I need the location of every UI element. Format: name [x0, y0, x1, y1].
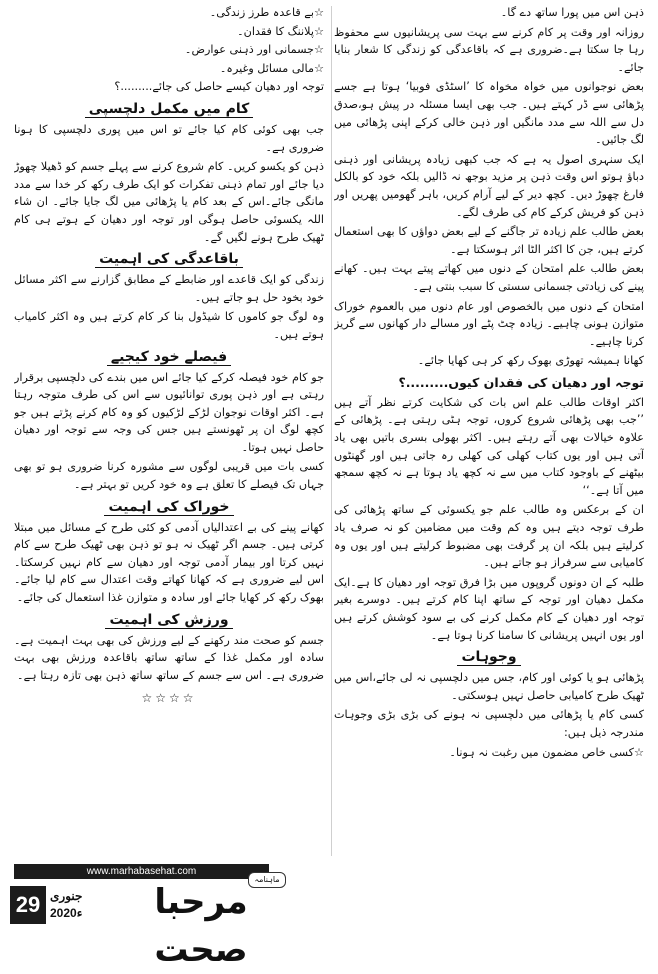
section-heading-reasons: وجوہات: [334, 647, 644, 667]
paragraph: جو کام خود فیصلہ کرکے کیا جائے اس میں بندے کی دلچسپی برقرار رہتی ہے اور ذہن پوری توانائیوں سے اس کی طرف متوجہ رہتا ہے۔ اکثر اوقات نوجوان لڑکے لڑکیوں کو وہ کام کرنے پڑتے ہیں جو کچھ لوگ ان پر ٹھونستے ہیں جس کی وجہ سے توجہ اور دھیان حاصل نہیں ہوتا۔: [14, 370, 324, 454]
paragraph: اکثر اوقات طالب علم اس بات کی شکایت کرتے نظر آتے ہیں ’’جب بھی پڑھائی شروع کروں، توجہ ہٹی رہتی ہے۔ پڑھائی کے علاوہ خیالات بھی آتے رہتے ہیں۔ اکثر بھولی بسری باتیں بھی یاد آتی ہیں اور یوں کتاب کھلی کی کھلی رہ جاتی ہیں اور گھنٹوں بیٹھنے کے باوجود کتاب میں سے نہ کچھ یاد ہوتا ہے نہ کچھ سمجھ میں آتا ہے۔‘‘: [334, 395, 644, 497]
section-heading-decide: فیصلے خود کیجیے: [14, 347, 324, 367]
bullet-item: ☆پلاننگ کا فقدان۔: [237, 24, 324, 38]
bullet-item: ☆مالی مسائل وغیرہ۔: [219, 61, 324, 75]
paragraph: کھانا ہمیشہ تھوڑی بھوک رکھ کر ہی کھایا جائے۔: [417, 354, 644, 368]
paragraph: جسم کو صحت مند رکھنے کے لیے ورزش کی بھی بہت اہمیت ہے۔ سادہ اور مکمل غذا کے ساتھ ساتھ باقاعدہ ورزش بھی بہت ضروری ہے۔ اس سے جسم کے ساتھ ساتھ ذہن بھی تازہ رہتا ہے۔: [14, 633, 324, 682]
section-heading-food: خوراک کی اہمیت: [14, 497, 324, 517]
paragraph: وہ لوگ جو کاموں کا شیڈول بنا کر کام کرتے ہیں وہ اکثر کامیاب ہوتے ہیں۔: [14, 310, 324, 341]
paragraph: توجہ اور دھیان کیسے حاصل کی جائے.........؟: [114, 80, 324, 94]
paragraph: روزانہ اور وقت پر کام کرنے سے بہت سی پریشانیوں سے محفوظ رہا جا سکتا ہے۔ضروری ہے کہ باقاعدگی کو زندگی کا شعار بنایا جائے۔: [334, 25, 644, 74]
masthead-tagline: ماہنامہ: [248, 872, 286, 888]
paragraph: بعض طالب علم زیادہ تر جاگنے کے لیے بعض دواؤں کا بھی استعمال کرتے ہیں، جن کا اکثر الٹا اثر ہوسکتا ہے۔: [334, 225, 644, 256]
bullet-item: ☆بے قاعدہ طرز زندگی۔: [209, 6, 324, 19]
bullet-item: ☆کسی خاص مضمون میں رغبت نہ ہونا۔: [449, 745, 644, 759]
right-column: [334, 4, 644, 859]
column-divider: [331, 6, 332, 856]
section-heading-regularity: باقاعدگی کی اہمیت: [14, 249, 324, 269]
paragraph: بعض نوجوانوں میں خواہ مخواہ کا ’اسٹڈی فوبیا‘ ہوتا ہے جسے پڑھائی سے ڈر کہتے ہیں۔ جب بھی ایسا مسئلہ در پیش ہو،صدق دل سے اللہ سے مدد مانگیں اور ذہن خالی کرکے اپنی پڑھائی میں لگ جائیں۔: [334, 80, 644, 147]
paragraph: ان کے برعکس وہ طالب علم جو یکسوئی کے ساتھ پڑھائی کی طرف توجہ دیتے ہیں وہ کم وقت میں مضامین کو نہ صرف یاد کرلیتے ہیں بلکہ ان پر گرفت بھی مضبوط کرلیتے ہیں اور یوں وہ کامیابی سے سرفراز ہو جاتے ہیں۔: [334, 503, 644, 570]
paragraph: ذہن اس میں پورا ساتھ دے گا۔: [500, 6, 644, 19]
bullet-item: ☆جسمانی اور ذہنی عوارض۔: [184, 43, 324, 57]
paragraph: زندگی کو ایک قاعدے اور ضابطے کے مطابق گزارنے سے اکثر مسائل خود بخود حل ہو جاتے ہیں۔: [14, 273, 324, 304]
section-heading-exercise: ورزش کی اہمیت: [14, 610, 324, 630]
paragraph: کسی کام یا پڑھائی میں دلچسپی نہ ہونے کی بڑی بڑی وجوہات مندرجہ ذیل ہیں:: [334, 708, 644, 739]
page-footer: [0, 862, 658, 970]
page-number: 29: [10, 886, 46, 924]
website-link[interactable]: www.marhabasehat.com: [14, 864, 269, 879]
paragraph: کھانے پینے کی بے اعتدالیاں آدمی کو کئی طرح کے مسائل میں مبتلا کرتی ہیں۔ جسم اگر ٹھیک نہ ہو تو ذہن بھی ٹھیک طرح سے کام نہیں کرتا اور بیمار آدمی توجہ اور دھیان سے کام نہیں کرسکتا۔ اس لیے ضروری ہے کہ کھانا کھاتے وقت اعتدال سے کام لیا جائے۔ بھوک رکھ کر کھایا جائے اور سادہ و متوازن غذا استعمال کی جائے۔: [14, 520, 324, 605]
magazine-masthead: مرحبا صحت: [154, 882, 248, 970]
paragraph: طلبہ کے ان دونوں گروپوں میں بڑا فرق توجہ اور دھیان کا ہے۔ایک مکمل دھیان اور توجہ کے ساتھ اپنا کام کرتے ہیں۔ دوسرے بغیر توجہ اور دھیان کے کام مکمل کرنے کی بے سود کوشش کرتے ہیں اور یوں انہیں پریشانی کا سامنا کرنا ہوتا ہے۔: [334, 575, 644, 642]
left-column: [14, 4, 324, 859]
issue-year: 2020ء: [50, 906, 83, 920]
paragraph: پڑھائی ہو یا کوئی اور کام، جس میں دلچسپی نہ لی جائے،اس میں ٹھیک طرح کامیابی حاصل نہیں ہوسکتی۔: [334, 671, 644, 702]
section-heading-focus: توجہ اور دھیان کی فقدان کیوں.........؟: [398, 374, 644, 390]
paragraph: ایک سنہری اصول یہ ہے کہ جب کبھی زیادہ پریشانی اور ذہنی دباؤ ہوتو اس وقت ذہن پر مزید بوجھ نہ ڈالیں بلکہ خود کو بالکل فارغ چھوڑ دیں۔ کچھ دیر کے لیے آرام کریں، باہر گھومیں پھریں اور ذہن کو فریش کرکے کام کی طرف لگے۔: [334, 152, 644, 219]
paragraph: جب بھی کوئی کام کیا جائے تو اس میں پوری دلچسپی کا ہونا ضروری ہے۔: [14, 122, 324, 154]
paragraph: کسی بات میں قریبی لوگوں سے مشورہ کرنا ضروری ہو تو بھی جہاں تک فیصلے کا تعلق ہے وہ خود کریں تو بہتر ہے۔: [14, 460, 324, 492]
end-stars: ☆☆☆☆: [141, 691, 197, 706]
issue-date: [50, 888, 102, 922]
paragraph: امتحان کے دنوں میں بالخصوص اور عام دنوں میں بالعموم خوراک متوازن ہونی چاہیے۔ زیادہ چٹ پٹے اور مسالے دار کھانوں سے گریز کرنا چاہیے۔: [334, 299, 644, 348]
issue-month: جنوری: [50, 889, 83, 903]
paragraph: بعض طالب علم امتحان کے دنوں میں کھاتے پیتے بہت ہیں۔ کھانے پینے کی زیادتی جسمانی سستی کا سبب بنتی ہے۔: [334, 262, 644, 293]
paragraph: ذہن کو یکسو کریں۔ کام شروع کرنے سے پہلے جسم کو ڈھیلا چھوڑ دیا جائے اور تمام ذہنی تفکرات کو ایک طرف رکھ کر خدا سے مدد مانگی جائے۔اس کے بعد کام یا پڑھائی میں لگ جایا جائے۔ ان شاء اللہ یکسوئی حاصل ہوگی اور توجہ اور دھیان کے ہوتے ہی کام ٹھیک طرح ہونے لگیں گے۔: [14, 160, 324, 244]
section-heading-interest: کام میں مکمل دلچسپی: [14, 99, 324, 119]
